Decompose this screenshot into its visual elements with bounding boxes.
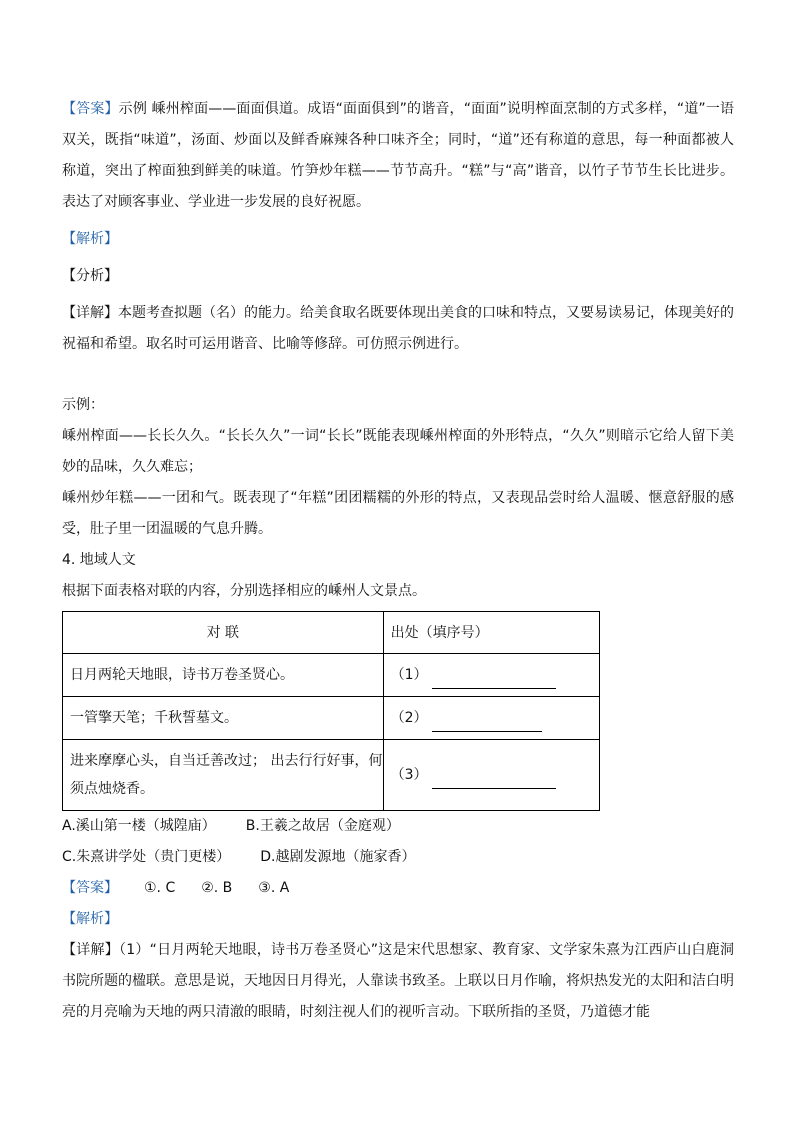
option-d: D.越剧发源地（施家香） (260, 849, 416, 865)
detail-tag: 【详解】 (62, 305, 118, 321)
analysis-tag: 【解析】 (62, 231, 118, 247)
spacer (62, 360, 734, 390)
detail2-paragraph (62, 935, 734, 1028)
options-row-1 (62, 811, 734, 842)
couplet-cell: 一管擎天笔；千秋誓墓文。 (63, 697, 384, 740)
answer-tag: 【答案】 (62, 101, 119, 117)
option-a: A.溪山第一楼（城隍庙） (62, 818, 216, 834)
header-source: 出处（填序号） (383, 612, 599, 654)
answer2-tag: 【答案】 (62, 880, 118, 896)
detail2-text: （1）“日月两轮天地眼，诗书万卷圣贤心”这是宋代思想家、教育家、文学家朱熹为江西庐山白鹿洞书院所题的楹联。意思是说，天地因日月得光，人靠读书致圣。上联以日月作喻，将炽热发光的太阳和洁白明亮的月亮喻为天地的两只清澈的眼睛，时刻注视人们的视听言动。下联所指的圣贤，乃道德才能 (62, 942, 734, 1020)
table-row (63, 654, 600, 697)
answer-blank-cell: （2） (383, 697, 599, 740)
header-couplet: 对 联 (63, 612, 384, 654)
answer2-line (62, 873, 734, 904)
example-item-2: 嵊州炒年糕——一团和气。既表现了“年糕”团团糯糯的外形的特点，又表现品尝时给人温暖、惬意舒服的感受，肚子里一团温暖的气息升腾。 (62, 490, 734, 537)
couplet-cell: 日月两轮天地眼，诗书万卷圣贤心。 (63, 654, 384, 697)
detail-text: 本题考查拟题（名）的能力。给美食取名既要体现出美食的口味和特点，又要易读易记，体现美好的祝福和希望。取名时可运用谐音、比喻等修辞。可仿照示例进行。 (62, 305, 734, 352)
analysis2-tag: 【解析】 (62, 911, 118, 927)
table-row (63, 697, 600, 740)
couplet-table (62, 611, 600, 811)
fenxi-tag: 【分析】 (62, 268, 118, 284)
document-content (62, 94, 734, 1028)
answer2-item: ③. A (258, 880, 290, 896)
answer-blank-cell: （1） (383, 654, 599, 697)
answer2-item: ①. C (144, 880, 176, 896)
question-title: 4. 地域人文 (62, 552, 136, 568)
option-b: B.王羲之故居（金庭观） (245, 818, 400, 834)
example-heading: 示例： (62, 397, 104, 413)
options-row-2 (62, 842, 734, 873)
blank-line[interactable] (432, 713, 542, 732)
detail2-tag: 【详解】 (62, 942, 119, 958)
answer2-item: ②. B (201, 880, 233, 896)
detail-paragraph (62, 298, 734, 360)
couplet-cell: 进来摩摩心头，自当迁善改过； 出去行行好事，何须点烛烧香。 (63, 740, 384, 811)
answer-text: 示例 嵊州榨面——面面俱道。成语“面面俱到”的谐音，“面面”说明榨面烹制的方式多样，“道”一语双关，既指“味道”，汤面、炒面以及鲜香麻辣各种口味齐全；同时，“道”还有称道的意思，每一种面都被人称道，突出了榨面独到鲜美的味道。竹笋炒年糕——节节高升。“糕”与“高”谐音，以竹子节节生长比进步。表达了对顾客事业、学业进一步发展的良好祝愿。 (62, 101, 734, 210)
table-row (63, 740, 600, 811)
table-header-row (63, 612, 600, 654)
answer-blank-cell: （3） (383, 740, 599, 811)
answer-paragraph (62, 94, 734, 218)
blank-line[interactable] (432, 670, 556, 689)
blank-line[interactable] (432, 770, 556, 789)
question-prompt: 根据下面表格对联的内容，分别选择相应的嵊州人文景点。 (62, 583, 426, 599)
example-item-1: 嵊州榨面——长长久久。“长长久久”一词“长长”既能表现嵊州榨面的外形特点，“久久”则暗示它给人留下美妙的品味，久久难忘； (62, 428, 734, 475)
option-c: C.朱熹讲学处（贵门更楼） (62, 849, 231, 865)
